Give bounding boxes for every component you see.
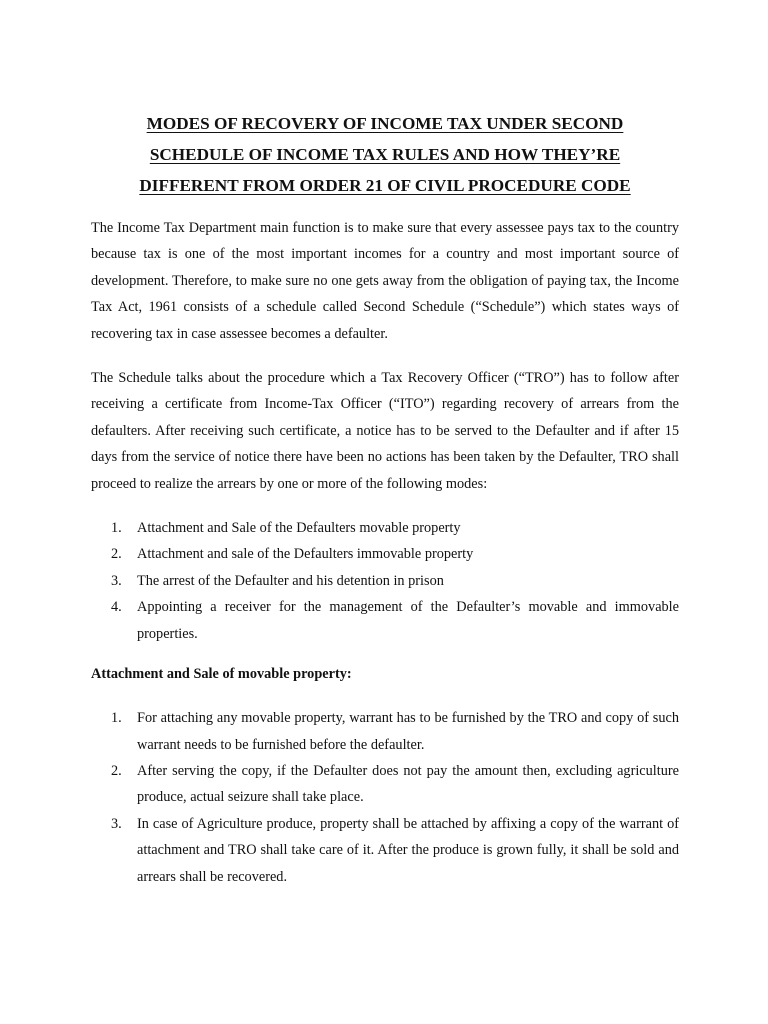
list-item-number: 1. [111, 520, 122, 537]
document-title [91, 108, 679, 201]
list-item [91, 811, 679, 890]
list-item-text: Appointing a receiver for the management of the Defaulter’s movable and immovable properties. [137, 599, 679, 642]
list-item-text: For attaching any movable property, warrant has to be furnished by the TRO and copy of such warrant needs to be furnished before the defaulter. [137, 710, 679, 753]
title-line-3: DIFFERENT FROM ORDER 21 OF CIVIL PROCEDURE CODE [139, 176, 631, 195]
list-item-text: The arrest of the Defaulter and his detention in prison [137, 572, 444, 589]
procedure-paragraph: The Schedule talks about the procedure which a Tax Recovery Officer (“TRO”) has to follow after receiving a certificate from Income-Tax Officer (“ITO”) regarding recovery of arrears from the defaulters. After receiving such certificate, a notice has to be served to the Defaulter and if after 15 days from the service of notice there have been no actions has been taken by the Defaulter, TRO shall proceed to realize the arrears by one or more of the following modes: [91, 370, 679, 492]
list-item [91, 515, 679, 541]
list-item-number: 2. [111, 546, 122, 563]
list-item-number: 4. [111, 599, 122, 616]
list-item-text: In case of Agriculture produce, property shall be attached by affixing a copy of the warrant of attachment and TRO shall take care of it. After the produce is grown fully, it shall be sold and arrears shall be recovered. [137, 815, 679, 885]
list-item-text: Attachment and Sale of the Defaulters movable property [137, 520, 461, 537]
list-item [91, 568, 679, 594]
title-line-2: SCHEDULE OF INCOME TAX RULES AND HOW THEY’RE [149, 145, 621, 164]
list-item-number: 1. [111, 710, 122, 727]
list-item-number: 3. [111, 572, 122, 589]
list-item [91, 705, 679, 758]
list-item [91, 758, 679, 811]
list-item-text: After serving the copy, if the Defaulter does not pay the amount then, excluding agriculture produce, actual seizure shall take place. [137, 762, 679, 806]
list-item-number: 3. [111, 815, 122, 832]
movable-property-list [91, 705, 679, 890]
intro-paragraph: The Income Tax Department main function is to make sure that every assessee pays tax to the country because tax is one of the most important incomes for a country and most important source of development. Therefore, to make sure no one gets away from the obligation of paying tax, the Income Tax Act, 1961 consists of a schedule called Second Schedule (“Schedule”) which states ways of recovering tax in case assessee becomes a defaulter. [91, 220, 679, 342]
section-heading: Attachment and Sale of movable property: [91, 666, 352, 683]
list-item [91, 594, 679, 647]
list-item-text: Attachment and sale of the Defaulters immovable property [137, 546, 474, 563]
list-item [91, 541, 679, 567]
title-line-1: MODES OF RECOVERY OF INCOME TAX UNDER SECOND [146, 114, 624, 133]
recovery-modes-list [91, 515, 679, 647]
list-item-number: 2. [111, 762, 122, 779]
